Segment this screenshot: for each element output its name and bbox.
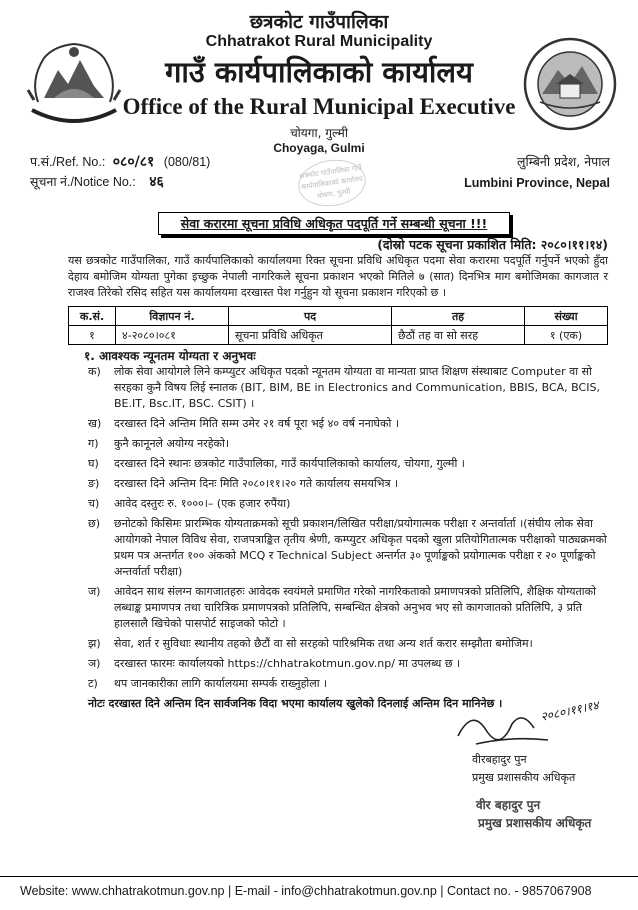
municipality-seal-icon [522,36,618,132]
item-label: ञ) [88,657,101,670]
table-row [69,326,608,345]
item-label: ज) [88,585,101,598]
item-text: छनोटको किसिमः प्रारम्भिक योग्यताक्रमको सूची प्रकाशन/लिखित परीक्षा/प्रयोगात्मक परीक्षा र अन्तर्वार्ता ।(संघीय लोक सेवा आयोगको नेपाल विविध सेवा, राजपत्राङ्कित तृतीय श्रेणी, कम्प्युटर अधिकृत पदको खुला प्रतियोगितात्मक परीक्षाको पाठ्यक्रमको प्रथम पत्र अन्तर्गत १०० अंकको MCQ र Technical Subject अन्तर्गत ३० पूर्णाङ्कको प्रयोगात्मक परीक्षा र २० पूर्णाङ्कको अन्तर्वार्ता परीक्षा) [114,517,607,578]
list-item [88,656,610,672]
item-text: सेवा, शर्त र सुविधाः स्थानीय तहको छैटौं वा सो सरहको पारिश्रमिक तथा अन्य शर्त करार सम्झौता बमोजिम। [114,637,533,650]
signatory-name: वीरबहादुर पुन [472,753,527,766]
requirements-heading: १. आवश्यक न्यूनतम योग्यता र अनुभवः [84,349,256,363]
notice-number-row [30,172,164,191]
notice-intro: यस छत्रकोट गाउँपालिका, गाउँ कार्यपालिकाको कार्यालयमा रिक्त सूचना प्रविधि अधिकृत पदमा सेवा करारमा पदपूर्ति गर्नुपर्ने भएको हुँदा देहाय बमोजिम योग्यता पुगेका इच्छुक नेपाली नागरिकले सूचना प्रकाशन भएको मितिले ७ (सात) दिनभित्र माग बमोजिमका कागजात र राजश्व तिरेको रसिद सहित यस कार्यालयमा दरखास्त पेश गर्नुहुन यो सूचना प्रकाशन गरिएको छ । [68,254,608,299]
province-en: Lumbini Province, Nepal [464,176,610,190]
item-label: घ) [88,457,99,470]
address-en: Choyaga, Gulmi [273,141,365,155]
ref-number-row [30,152,210,171]
list-item [88,676,610,692]
item-label: ङ) [88,477,100,490]
office-name-en: Office of the Rural Municipal Executive [122,94,516,119]
table-header: तह [392,307,525,326]
table-cell: छैठौं तह वा सो सरह [392,326,525,345]
list-item [88,496,610,512]
requirements-list [88,364,610,716]
table-header: पद [229,307,392,326]
table-header: विज्ञापन नं. [116,307,229,326]
item-text: दरखास्त दिने स्थानः छत्रकोट गाउँपालिका, गाउँ कार्यपालिकाको कार्यालय, चोयगा, गुल्मी । [114,457,465,470]
item-text: कुनै कानूनले अयोग्य नरहेको। [114,437,230,450]
item-label: ग) [88,437,99,450]
item-text: आवेदन साथ संलग्न कागजातहरुः आवेदक स्वयंमले प्रमाणित गरेको नागरिकताको प्रमाणपत्रको प्रतिलिपि, शैक्षिक योग्यताको लब्धाङ्क प्रमाणपत्र तथा चारित्रिक प्रमाणपत्रको प्रतिलिपि, सम्बन्धित क्षेत्रको अनुभव भए सो कागजातको प्रतिलिपि, ३ प्रति हालसालै खिचेको पासपोर्ट साइजको फोटो । [114,585,596,630]
office-name-np: गाउँ कार्यपालिकाको कार्यालय [165,55,473,89]
footer-divider [0,876,638,877]
table-header: क.सं. [69,307,116,326]
list-item [88,436,610,452]
province-np: लुम्बिनी प्रदेश, नेपाल [516,154,610,169]
ref-value: ०८०/८१ [112,154,155,170]
item-label: ख) [88,417,102,430]
municipality-name-np: छत्रकोट गाउँपालिका [249,11,389,33]
list-item [88,364,610,412]
ref-label: प.सं./Ref. No.: [30,155,106,169]
office-stamp: छत्रकोट गाउँपालिका गाउँ कार्यपालिकाको कार्यालय चोयगा, गुल्मी [295,155,369,210]
notice-title: सेवा करारमा सूचना प्रविधि अधिकृत पदपूर्ति गर्ने सम्बन्धी सूचना !!! [158,212,510,235]
publish-date: (दोस्रो पटक सूचना प्रकाशित मिति: २०८०।११।१४) [377,237,608,252]
table-header-row [69,307,608,326]
list-item [88,416,610,432]
notice-value: ४६ [149,174,164,190]
ref-value-en: (080/81) [163,155,211,169]
table-cell: १ [69,326,116,345]
vacancy-table [68,306,608,345]
item-label: छ) [88,517,101,530]
list-item [88,516,610,580]
table-cell: सूचना प्रविधि अधिकृत [229,326,392,345]
notice-label: सूचना नं./Notice No.: [30,175,136,189]
item-text: थप जानकारीका लागि कार्यालयमा सम्पर्क राख्नुहोला । [114,677,328,690]
note: नोटः दरखास्त दिने अन्तिम दिन सार्वजनिक विदा भएमा कार्यालय खुलेको दिनलाई अन्तिम दिन मानिनेछ । [88,697,503,710]
item-label: ट) [88,677,98,690]
item-text: लोक सेवा आयोगले लिने कम्प्युटर अधिकृत पदको न्यूनतम योग्यता वा मान्यता प्राप्त शिक्षण संस्थाबाट Computer वा सो सरहका कुनै विषय लिई स्नातक (BIT, BIM, BE in Electronics and Communication, BBIS, BCA, BCIS, BE.IT, Bsc.IT, BSC. CSIT) । [114,365,600,410]
item-text: दरखास्त दिने अन्तिम मिति सम्म उमेर २१ वर्ष पूरा भई ४० वर्ष ननाघेको । [114,417,400,430]
list-item [88,636,610,652]
municipality-name-en: Chhatrakot Rural Municipality [205,33,433,50]
table-header: संख्या [525,307,608,326]
item-text: आवेद दस्तुरः रु. १०००।– (एक हजार रुपैंया) [114,497,291,510]
item-text: दरखास्त दिने अन्तिम दिनः मिति २०८०।११।२० गते कार्यालय समयभित्र । [114,477,399,490]
list-item [88,584,610,632]
footer-contact: Website: www.chhatrakotmun.gov.np | E-mail - info@chhatrakotmun.gov.np | Contact no. - 9857067908 [20,884,592,898]
item-text: दरखास्त फारमः कार्यालयको https://chhatrakotmun.gov.np/ मा उपलब्ध छ । [114,657,461,670]
stamp-title: प्रमुख प्रशासकीय अधिकृत [478,816,592,830]
list-item [88,456,610,472]
item-label: झ) [88,637,101,650]
stamp-name: वीर बहादुर पुन [476,798,541,812]
signatory-title: प्रमुख प्रशासकीय अधिकृत [472,771,576,784]
handwritten-date: २०८०।११।१४ [539,698,600,724]
address-np: चोयगा, गुल्मी [290,126,348,140]
list-item [88,476,610,492]
item-label: क) [88,365,101,378]
table-cell: ४-२०८०।०८१ [116,326,229,345]
table-cell: १ (एक) [525,326,608,345]
item-label: च) [88,497,100,510]
nepal-emblem-icon [24,40,124,126]
